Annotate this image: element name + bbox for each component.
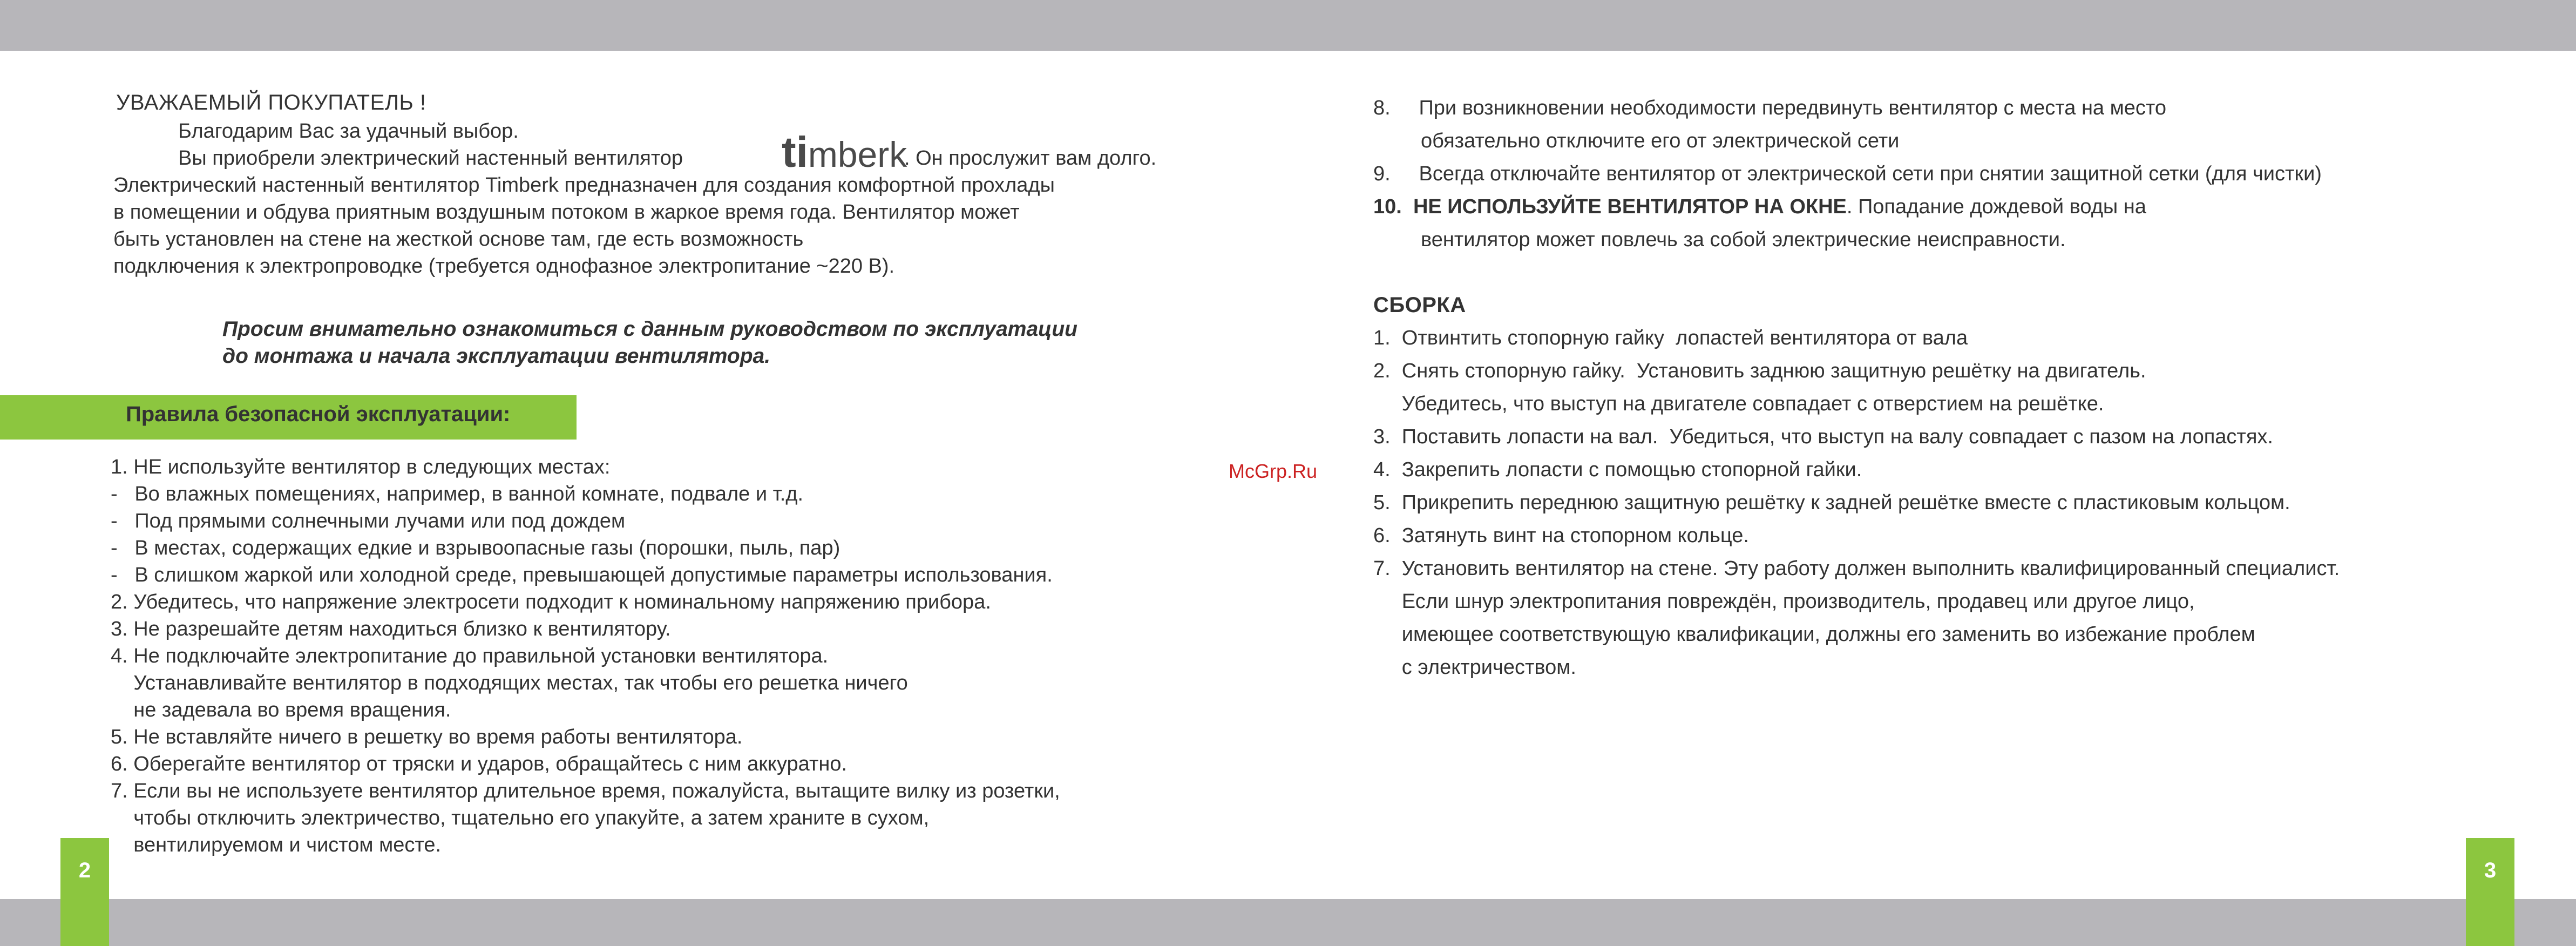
logo-ti: ti [782,128,808,176]
greeting-heading: УВАЖАЕМЫЙ ПОКУПАТЕЛЬ ! [116,91,426,114]
rule-line: чтобы отключить электричество, тщательно его упакуйте, а затем храните в сухом, [111,807,930,829]
notice-line-2: до монтажа и начала эксплуатации вентилятора. [222,344,771,368]
page-number-right: 3 [2466,838,2514,946]
assembly-line: имеющее соответствующую квалификации, должны его заменить во избежание проблем [1373,623,2255,646]
assembly-line: 7. Установить вентилятор на стене. Эту работу должен выполнить квалифицированный специалист. [1373,557,2340,580]
rule-10-line-1 [1373,193,2146,220]
assembly-heading: СБОРКА [1373,293,1466,317]
description-line-3: быть установлен на стене на жесткой основе там, где есть возможность [113,228,804,251]
assembly-line: 4. Закрепить лопасти с помощью стопорной гайки. [1373,458,1862,481]
rule-line: вентилируемом и чистом месте. [111,834,442,856]
assembly-line: Убедитесь, что выступ на двигателе совпадает с отверстием на решётке. [1373,393,2104,415]
assembly-line: 5. Прикрепить переднюю защитную решётку к задней решётке вместе с пластиковым кольцом. [1373,491,2290,514]
rule-line: 2. Убедитесь, что напряжение электросети подходит к номинальному напряжению прибора. [111,591,991,613]
description-line-4: подключения к электропроводке (требуется однофазное электропитание ~220 В). [113,255,895,278]
rule-10-number: 10. [1373,195,1402,218]
rule-10-line-2: вентилятор может повлечь за собой электрические неисправности. [1421,228,2066,251]
bought-text-before-logo: Вы приобрели электрический настенный вентилятор [178,147,683,170]
rules-heading-bar [0,395,577,440]
rule-line: 6. Оберегайте вентилятор от тряски и ударов, обращайтесь с ним аккуратно. [111,753,848,775]
bottom-band [0,899,2576,946]
rule-line: 5. Не вставляйте ничего в решетку во время работы вентилятора. [111,726,743,748]
rule-line: 3. Не разрешайте детям находиться близко к вентилятору. [111,618,671,640]
rule-line: 7. Если вы не используете вентилятор длительное время, пожалуйста, вытащите вилку из розетки, [111,780,1060,802]
rule-line: - Во влажных помещениях, например, в ванной комнате, подвале и т.д. [111,483,804,505]
logo-mberk: mberk [808,134,907,174]
rule-line: не задевала во время вращения. [111,699,451,721]
page-number-left: 2 [60,838,109,946]
rule-line: 4. Не подключайте электропитание до правильной установки вентилятора. [111,645,829,667]
assembly-line: с электричеством. [1373,656,1576,679]
assembly-line: 2. Снять стопорную гайку. Установить заднюю защитную решётку на двигатель. [1373,360,2146,382]
description-line-1: Электрический настенный вентилятор Timberk предназначен для создания комфортной прохлады [113,174,1055,197]
watermark-text: McGrp.Ru [1229,460,1318,482]
assembly-line: 1. Отвинтить стопорную гайку лопастей вентилятора от вала [1373,327,1968,349]
rule-9: 9. Всегда отключайте вентилятор от электрической сети при снятии защитной сетки (для чистки) [1373,163,2322,185]
assembly-line: 3. Поставить лопасти на вал. Убедиться, что выступ на валу совпадает с пазом на лопастях. [1373,425,2273,448]
top-band [0,0,2576,51]
rule-line: 1. НЕ используйте вентилятор в следующих местах: [111,456,611,478]
assembly-line: Если шнур электропитания повреждён, производитель, продавец или другое лицо, [1373,590,2195,613]
thanks-text: Благодарим Вас за удачный выбор. [178,120,519,143]
rule-line: Устанавливайте вентилятор в подходящих местах, так чтобы его решетка ничего [111,672,908,694]
rule-line: - В местах, содержащих едкие и взрывоопасные газы (порошки, пыль, пар) [111,537,840,559]
rule-10-bold-text: НЕ ИСПОЛЬЗУЙТЕ ВЕНТИЛЯТОР НА ОКНЕ [1413,195,1847,218]
description-line-2: в помещении и обдува приятным воздушным потоком в жаркое время года. Вентилятор может [113,201,1020,224]
rules-heading: Правила безопасной эксплуатации: [126,402,511,426]
timberk-logo [782,125,907,174]
rule-line: - В слишком жаркой или холодной среде, превышающей допустимые параметры использования. [111,564,1053,586]
rule-line: - Под прямыми солнечными лучами или под дождем [111,510,626,532]
rule-10-rest-text: . Попадание дождевой воды на [1846,195,2146,218]
bought-text-after-logo: . Он прослужит вам долго. [904,147,1157,170]
assembly-line: 6. Затянуть винт на стопорном кольце. [1373,524,1749,547]
rule-8-line-2: обязательно отключите его от электрической сети [1421,130,1900,152]
rule-8-line-1: 8. При возникновении необходимости передвинуть вентилятор с места на место [1373,97,2166,119]
notice-line-1: Просим внимательно ознакомиться с данным руководством по эксплуатации [222,317,1077,341]
